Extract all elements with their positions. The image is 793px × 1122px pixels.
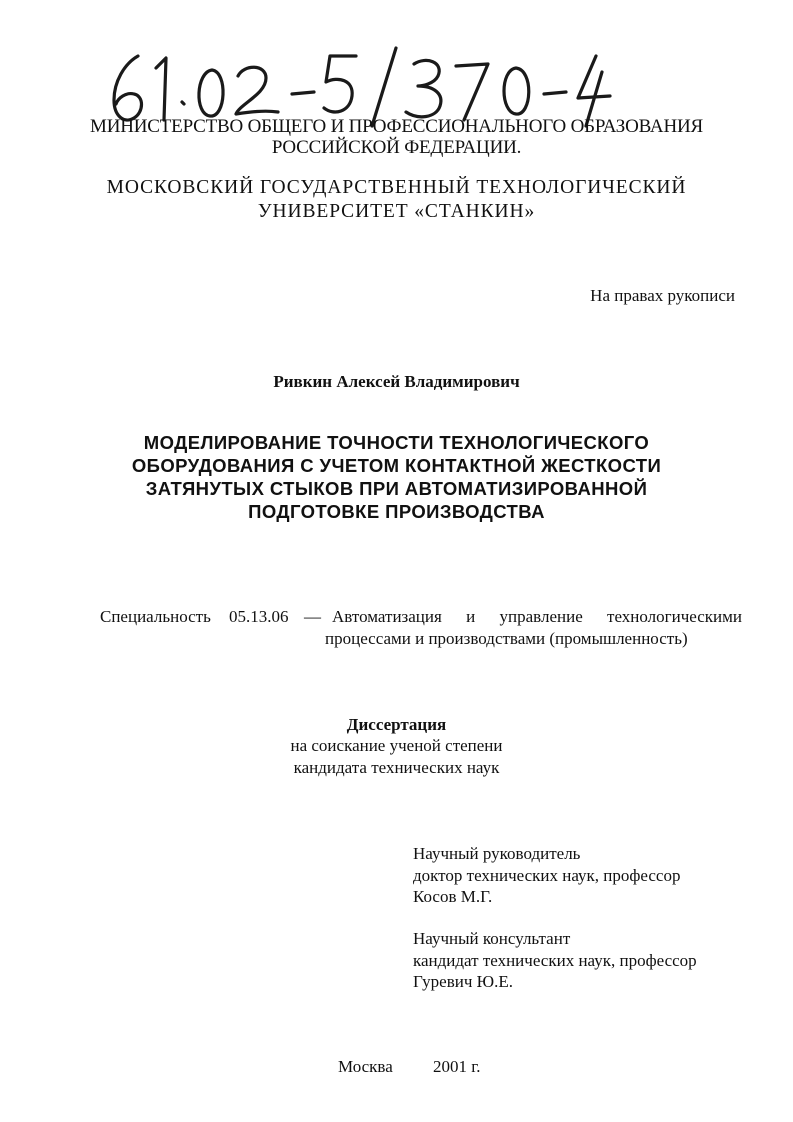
dissertation-title-line-4: ПОДГОТОВКЕ ПРОИЗВОДСТВА [248, 501, 545, 522]
consultant-name: Гуревич Ю.Е. [413, 972, 514, 991]
specialty-description-line-2: процессами и производствами (промышленность) [325, 629, 688, 648]
supervisor-degree: доктор технических наук, профессор [413, 866, 681, 885]
author-name: Ривкин Алексей Владимирович [273, 372, 520, 391]
ministry-line-1: МИНИСТЕРСТВО ОБЩЕГО И ПРОФЕССИОНАЛЬНОГО ОБРАЗОВАНИЯ [90, 116, 703, 137]
specialty-code: 05.13.06 [229, 607, 289, 626]
supervisor-name: Косов М.Г. [413, 887, 493, 906]
footer-year: 2001 г. [433, 1057, 481, 1076]
dissertation-title-line-3: ЗАТЯНУТЫХ СТЫКОВ ПРИ АВТОМАТИЗИРОВАННОЙ [145, 478, 648, 499]
university-line-1: МОСКОВСКИЙ ГОСУДАРСТВЕННЫЙ ТЕХНОЛОГИЧЕСКИЙ [106, 177, 687, 198]
specialty-label: Специальность [100, 607, 211, 626]
consultant-degree: кандидат технических наук, профессор [413, 951, 697, 970]
dissertation-title-line-2: ОБОРУДОВАНИЯ С УЧЕТОМ КОНТАКТНОЙ ЖЕСТКОСТИ [131, 455, 662, 476]
university-line-2: УНИВЕРСИТЕТ «СТАНКИН» [257, 201, 536, 222]
dissertation-type-heading: Диссертация [346, 715, 447, 734]
specialty-description-line-1: Автоматизация и управление технологическими [332, 607, 742, 626]
footer-city: Москва [338, 1057, 393, 1076]
manuscript-rights-note: На правах рукописи [590, 286, 735, 305]
dissertation-title-line-1: МОДЕЛИРОВАНИЕ ТОЧНОСТИ ТЕХНОЛОГИЧЕСКОГО [143, 432, 650, 453]
consultant-role: Научный консультант [413, 929, 571, 948]
supervisor-role: Научный руководитель [413, 844, 581, 863]
dissertation-degree-line-2: кандидата технических наук [293, 758, 500, 777]
ministry-line-2: РОССИЙСКОЙ ФЕДЕРАЦИИ. [271, 137, 522, 158]
dissertation-degree-line-1: на соискание ученой степени [290, 736, 503, 755]
specialty-dash: — [304, 607, 321, 626]
